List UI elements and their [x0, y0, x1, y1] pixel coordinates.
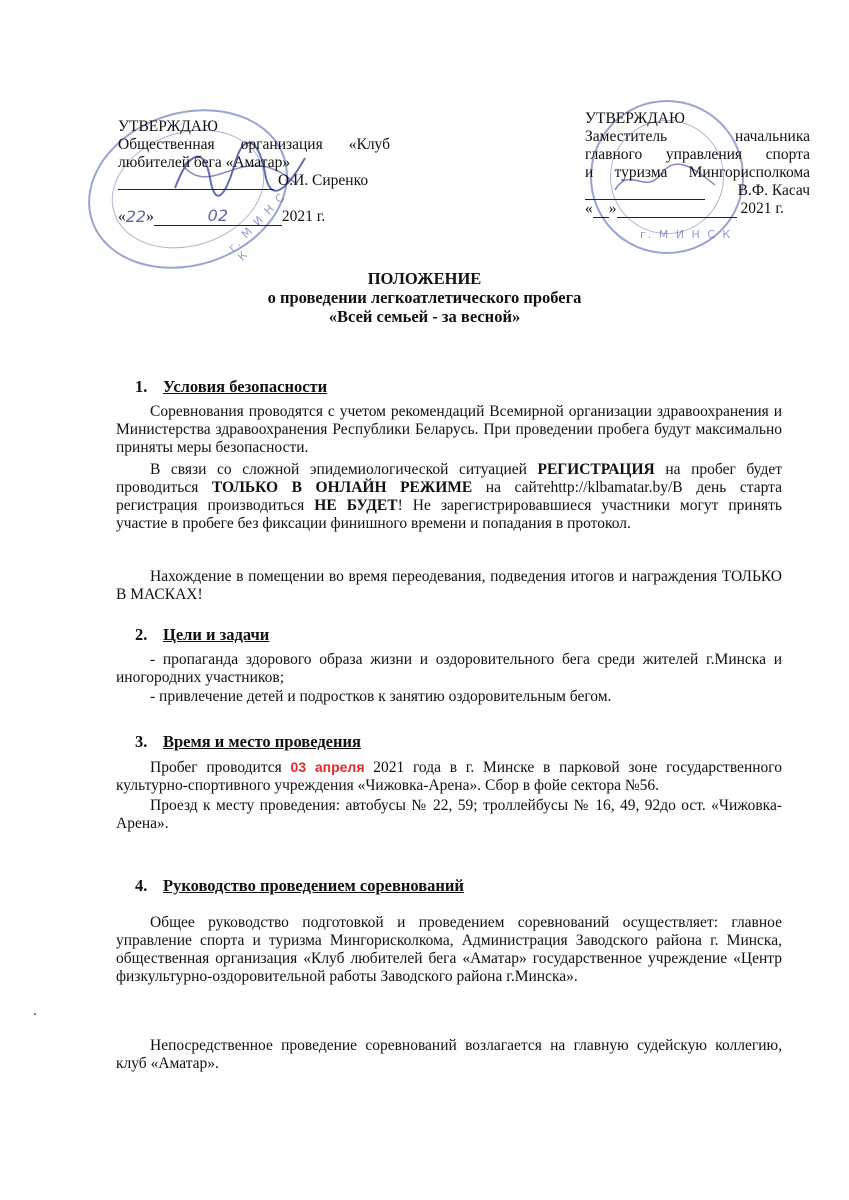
paragraph-text: Нахождение в помещении во время переодевания, подведения итогов и награждения ТОЛЬКО В МАСКАХ!	[116, 568, 782, 603]
title-line1: ПОЛОЖЕНИЕ	[367, 269, 482, 288]
section-title: Время и место проведения	[163, 732, 361, 751]
date-month-line	[617, 203, 737, 218]
paragraph-text: Проезд к месту проведения: автобусы № 22, 59; троллейбусы № 16, 49, 92до ост. «Чижовка-Арена».	[116, 797, 782, 832]
section-number: 2.	[135, 625, 148, 644]
title-line2: о проведении легкоатлетического пробега	[267, 288, 582, 307]
approval-left-sign-row	[118, 172, 390, 190]
section-1-paragraph-1	[116, 403, 782, 457]
left-seal-city: г. М И Н С К	[225, 190, 289, 264]
section-4-paragraph-1	[116, 914, 782, 986]
bold-will-not: НЕ БУДЕТ	[314, 497, 398, 514]
right-seal-city: г. М И Н С К	[640, 228, 733, 241]
paragraph-text: 2021 года в г. Минске в парковой зоне государственного культурно-спортивного учреждения «Чижовка-Арена». Сбор в фойе сектора №56.	[116, 759, 783, 794]
bold-online-only: ТОЛЬКО В ОНЛАЙН РЕЖИМЕ	[211, 479, 473, 496]
paragraph-text: Непосредственное проведение соревнований возлагается на главную судейскую коллегию, клуб «Аматар».	[116, 1037, 782, 1072]
approval-left-month: 02	[207, 206, 229, 225]
approval-right-line1: Заместитель начальника	[585, 128, 810, 145]
section-number: 3.	[135, 732, 148, 751]
section-4-paragraph-2	[116, 1037, 782, 1073]
approval-right-signer: В.Ф. Касач	[737, 182, 810, 199]
document-title	[0, 269, 849, 326]
approval-right-date-row	[585, 200, 810, 218]
bold-registration: РЕГИСТРАЦИЯ	[537, 461, 655, 478]
section-title: Руководство проведением соревнований	[163, 876, 464, 895]
paragraph-text: - пропаганда здорового образа жизни и оздоровительного бега среди жителей г.Минска и иногородних участников;	[116, 651, 782, 686]
signature-line	[585, 185, 705, 200]
approval-left-month-line	[154, 206, 282, 226]
paragraph-text: на сайтеhttp://klbamatar.by/В день старта регистрация производиться	[116, 479, 783, 514]
paragraph-text: ! Не зарегистрировавшиеся участники могут принять участие в пробеге без фиксации финишного времени и попадания в протокол.	[116, 497, 782, 532]
approval-block-right	[585, 110, 810, 218]
section-2-heading	[135, 625, 269, 645]
paragraph-text: - привлечение детей и подростков к занятию оздоровительным бегом.	[150, 688, 612, 705]
date-quote-open: «	[585, 200, 593, 217]
approval-right-word: УТВЕРЖДАЮ	[585, 110, 685, 127]
approval-left-date-row	[118, 208, 390, 226]
date-quote-close: »	[608, 200, 617, 217]
section-1-paragraph-2	[116, 461, 782, 533]
section-3-heading	[135, 732, 361, 752]
paragraph-text: на пробег будет проводиться	[116, 461, 782, 496]
approval-block-left	[118, 118, 390, 226]
section-4-heading	[135, 876, 464, 896]
section-title: Цели и задачи	[163, 625, 270, 644]
approval-right-line3: и туризма Мингорисполкома	[585, 164, 810, 181]
section-title: Условия безопасности	[163, 377, 328, 396]
approval-left-org-line2: любителей бега «Аматар»	[118, 154, 291, 171]
paragraph-text: Общее руководство подготовкой и проведением соревнований осуществляет: главное управление спорта и туризма Мингорисколкома, Администрация Заводского района г. Минска, общественная организация «Клуб любителей бега «Аматар» государственное учреждение «Центр физкультурно-оздоровительной работы Заводского района г.Минска».	[116, 914, 782, 985]
event-date-highlight: 03 апреля	[290, 759, 365, 775]
date-day-line	[593, 203, 609, 218]
date-quote-open: «	[118, 208, 126, 225]
section-3-paragraph-1	[116, 758, 782, 795]
scan-speck	[34, 1013, 36, 1015]
approval-left-day: 22	[125, 207, 147, 226]
approval-left-word: УТВЕРЖДАЮ	[118, 118, 218, 135]
approval-right-year: 2021 г.	[740, 200, 784, 217]
section-number: 4.	[135, 876, 148, 895]
paragraph-text: Соревнования проводятся с учетом рекомендаций Всемирной организации здравоохранения и Министерства здравоохранения Республики Беларусь. При проведении пробега будут максимально приняты меры безопасности.	[116, 403, 782, 456]
approval-right-line2: главного управления спорта	[585, 146, 810, 163]
signature-line	[118, 175, 274, 190]
date-quote-close: »	[146, 208, 154, 225]
approval-right-sign-row	[585, 182, 810, 200]
title-line3: «Всей семьей - за весной»	[328, 307, 521, 326]
approval-left-org-line1: Общественная организация «Клуб	[118, 136, 390, 153]
approval-left-year: 2021 г.	[281, 208, 326, 225]
section-3-paragraph-2	[116, 797, 782, 833]
section-number: 1.	[135, 377, 148, 396]
section-2-paragraph-1	[116, 651, 782, 687]
section-2-paragraph-2	[116, 688, 782, 706]
approval-left-signer: О.И. Сиренко	[278, 172, 369, 189]
section-1-heading	[135, 377, 327, 397]
paragraph-text: Пробег проводится	[150, 759, 291, 776]
paragraph-text: В связи со сложной эпидемиологической ситуацией	[150, 461, 538, 478]
section-1-paragraph-3	[116, 568, 782, 604]
